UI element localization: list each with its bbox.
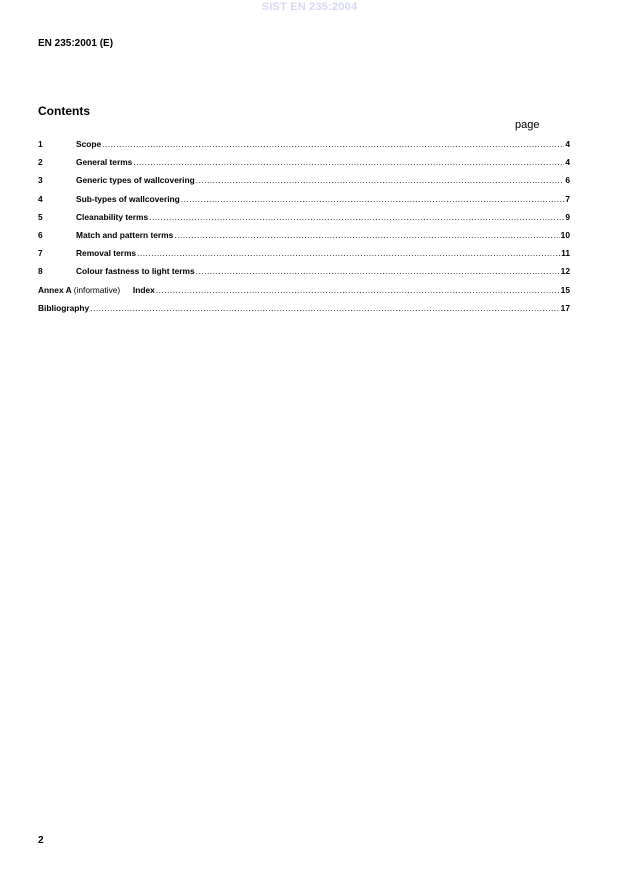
toc-entry[interactable] — [38, 157, 570, 175]
dot-leader — [196, 175, 565, 186]
toc-entry[interactable] — [38, 139, 570, 157]
toc-entry-page: 17 — [560, 302, 570, 313]
toc-entry-title: Scope — [76, 139, 102, 149]
toc-entry-number: 3 — [38, 175, 43, 186]
toc-entry-number: 6 — [38, 229, 43, 240]
dot-leader — [174, 230, 559, 241]
annex-name: Index — [132, 284, 155, 295]
toc-entry-page: 12 — [560, 266, 570, 277]
document-identifier: EN 235:2001 (E) — [38, 38, 114, 49]
page-number: 2 — [38, 835, 44, 846]
toc-entry[interactable] — [38, 212, 570, 230]
toc-entry-number: 1 — [38, 139, 43, 149]
toc-entry-number: 4 — [38, 193, 43, 204]
annex-qualifier: (informative) — [73, 284, 121, 295]
toc-entry[interactable] — [38, 175, 570, 193]
toc-entry-page: 6 — [565, 175, 570, 186]
toc-entry-page: 11 — [561, 248, 570, 259]
toc-entry-number: 5 — [38, 211, 43, 222]
toc-entry-page: 4 — [565, 139, 570, 149]
toc-entry-title: Generic types of wallcovering — [76, 175, 195, 186]
dot-leader — [90, 303, 559, 314]
dot-leader — [133, 157, 564, 168]
toc-entry-title: Sub-types of wallcovering — [76, 193, 180, 204]
toc-entry-page: 9 — [565, 211, 570, 222]
toc-entry-page: 4 — [565, 157, 570, 168]
toc-entry-bibliography[interactable] — [38, 303, 570, 321]
annex-title — [38, 285, 155, 296]
watermark-text: SIST EN 235:2004 — [261, 1, 358, 13]
toc-entry-title: Colour fastness to light terms — [76, 266, 195, 277]
toc-entry-page: 7 — [565, 193, 570, 204]
toc-entry-title: General terms — [76, 157, 133, 168]
toc-entry[interactable] — [38, 266, 570, 284]
toc-entry-page: 10 — [560, 229, 570, 240]
toc-entry-page: 15 — [560, 284, 570, 295]
toc-entry-title: Cleanability terms — [76, 211, 149, 222]
annex-label: Annex A — [38, 284, 72, 295]
toc-entry[interactable] — [38, 230, 570, 248]
contents-heading: Contents — [38, 104, 90, 118]
toc-entry-annex-a[interactable] — [38, 285, 570, 303]
dot-leader — [102, 139, 564, 150]
toc-entry-number: 8 — [38, 266, 43, 277]
toc-entry-title: Match and pattern terms — [76, 229, 174, 240]
dot-leader — [137, 248, 560, 259]
dot-leader — [181, 194, 565, 205]
toc-entry-title: Removal terms — [76, 248, 137, 259]
toc-entry-title: Bibliography — [38, 302, 90, 313]
toc-entry-number: 7 — [38, 248, 43, 259]
toc-entry[interactable] — [38, 248, 570, 266]
dot-leader — [156, 285, 560, 296]
toc-entry[interactable] — [38, 194, 570, 212]
dot-leader — [196, 266, 560, 277]
dot-leader — [149, 212, 564, 223]
table-of-contents — [38, 139, 570, 321]
page-column-label: page — [515, 119, 540, 131]
toc-entry-number: 2 — [38, 157, 43, 168]
